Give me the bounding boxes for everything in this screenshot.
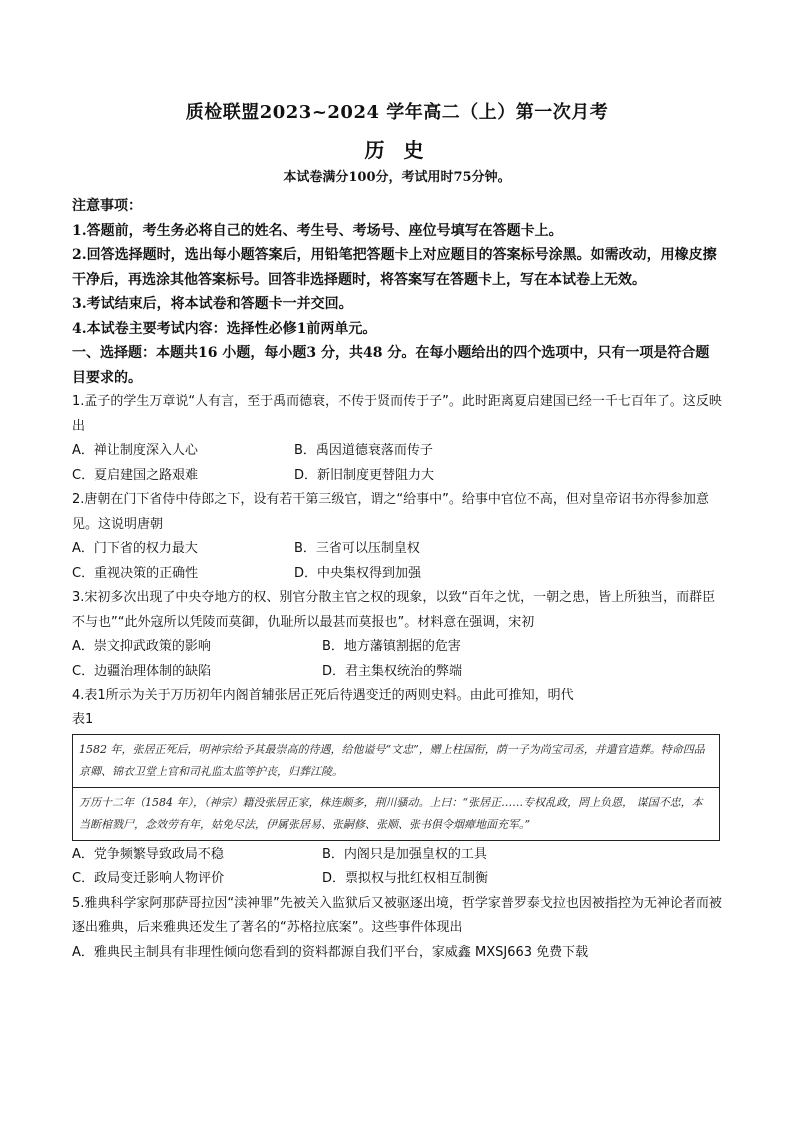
notice-item: 3.考试结束后，将本试卷和答题卡一并交回。 — [72, 296, 353, 312]
table-cell: 1582 年，张居正死后，明神宗给予其最崇高的待遇，给他谥号“文忠”，赠上柱国衔，荫一子为尚宝司丞，并遣官造葬。特命四品京卿、锦衣卫堂上官和司礼监太监等护丧，归葬江陵。 — [73, 734, 720, 787]
option-row — [72, 843, 722, 868]
question-stem: 2.唐朝在门下省侍中侍郎之下，设有若干第三级官，谓之“给事中”。给事中官位不高，但对皇帝诏书亦得参加意见。这说明唐朝 — [72, 492, 709, 532]
option-a: A．禅让制度深入人心 — [72, 443, 198, 458]
table-row — [73, 734, 720, 787]
exam-page — [72, 100, 722, 965]
question-stem: 3.宋初多次出现了中央夺地方的权、别官分散主官之权的现象，以致“百年之忧，一朝之患，皆上所独当，而群臣不与也”“此外寇所以凭陵而莫御，仇耻所以最甚而莫报也”。材料意在强调，宋初 — [72, 590, 716, 630]
option-d: D．君主集权统治的弊端 — [322, 663, 463, 679]
option-row — [72, 562, 722, 587]
notice-item: 4.本试卷主要考试内容：选择性必修1前两单元。 — [72, 320, 377, 337]
table-label: 表1 — [72, 711, 94, 727]
option-b: B．内阁只是加强皇权的工具 — [322, 846, 487, 862]
option-row — [72, 439, 722, 464]
option-b: B．地方藩镇割据的危害 — [322, 639, 461, 654]
question-stem: 4.表1所示为关于万历初年内阁首辅张居正死后待遇变迁的两则史料。由此可推知，明代 — [72, 688, 574, 703]
notice-item: 2.回答选择题时，选出每小题答案后，用铅笔把答题卡上对应题目的答案标号涂黑。如需改动，用橡皮擦干净后，再选涂其他答案标号。回答非选择题时，将答案写在答题卡上，写在本试卷上无效。 — [72, 247, 717, 288]
table-cell: 万历十二年（1584 年），（神宗）籍没张居正家，株连颇多，荆川骚动。上曰：“张居正……专权乱政，罔上负恩， 谋国不忠，本当断棺戮尸，念效劳有年，姑免尽法，伊属张居易、张嗣修、张顺、张书俱令烟瘴地面充军。” — [73, 787, 720, 840]
source-table — [72, 734, 720, 841]
notice-item: 1.答题前，考生务必将自己的姓名、考生号、考场号、座位号填写在答题卡上。 — [72, 222, 563, 239]
option-a: A．党争频繁导致政局不稳 — [72, 846, 224, 862]
notice-heading: 注意事项： — [72, 198, 142, 214]
option-row — [72, 464, 722, 489]
option-c: C．夏启建国之路艰难 — [72, 467, 199, 483]
option-a: A．崇文抑武政策的影响 — [72, 639, 211, 654]
question-stem: 1.孟子的学生万章说“人有言，至于禹而德衰，不传于贤而传于子”。此时距离夏启建国已经一千七百年了。这反映出 — [72, 394, 722, 434]
section-heading: 一、选择题：本题共16 小题，每小题3 分，共48 分。在每小题给出的四个选项中，只有一项是符合题目要求的。 — [72, 345, 710, 386]
exam-title: 质检联盟2023~2024 学年高二（上）第一次月考 — [185, 102, 609, 123]
table-row — [73, 787, 720, 840]
option-c: C．重视决策的正确性 — [72, 565, 199, 581]
option-b: B．禹因道德衰落而传子 — [294, 443, 433, 458]
exam-meta: 本试卷满分100分，考试用时75分钟。 — [283, 170, 511, 185]
option-d: D．中央集权得到加强 — [294, 565, 422, 581]
question-stem: 5.雅典科学家阿那萨哥拉因“渎神罪”先被关入监狱后又被驱逐出境，哲学家普罗泰戈拉也因被指控为无神论者而被逐出雅典，后来雅典还发生了著名的“苏格拉底案”。这些事件体现出 — [72, 895, 722, 935]
option-row — [72, 660, 722, 685]
option-d: D．新旧制度更替阻力大 — [294, 467, 435, 483]
option-c: C．边疆治理体制的缺陷 — [72, 663, 212, 679]
subject-title: 历 史 — [364, 138, 430, 162]
option-a: A．门下省的权力最大 — [72, 541, 198, 556]
option-c: C．政局变迁影响人物评价 — [72, 871, 225, 886]
option-a: A．雅典民主制具有非理性倾向您看到的资料都源自我们平台，家威鑫 MXSJ663 免费下载 — [72, 944, 589, 960]
option-row — [72, 867, 722, 892]
option-d: D．票拟权与批红权相互制衡 — [322, 871, 489, 886]
option-b: B．三省可以压制皇权 — [294, 541, 420, 556]
option-row — [72, 635, 722, 660]
option-row — [72, 537, 722, 562]
